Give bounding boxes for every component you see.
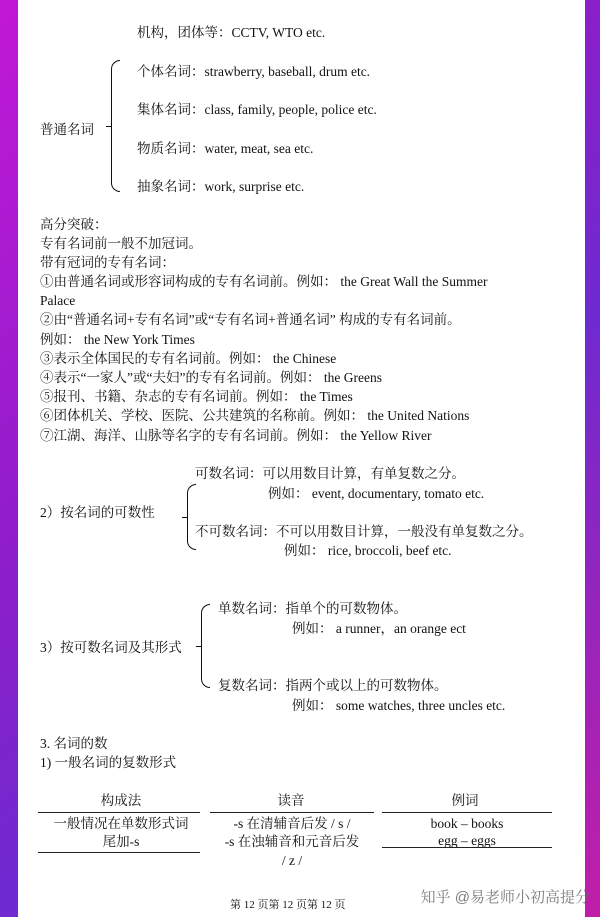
section-heading: 3. 名词的数: [40, 736, 108, 751]
table-cell: book – books: [430, 816, 504, 831]
singular-def: 单数名词：指单个的可数物体。: [218, 601, 407, 616]
singular-example: 例如： a runner，an orange ect: [292, 621, 466, 636]
tips-line: ④表示“一家人”或“夫妇”的专有名词前。例如： the Greens: [40, 370, 382, 385]
document-page: [18, 0, 585, 917]
tips-line: ⑤报刊、书籍、杂志的专有名词前。例如： the Times: [40, 389, 353, 404]
forms-label: 3）按可数名词及其形式: [40, 640, 182, 655]
table-header: 构成法: [100, 793, 142, 808]
table-rule: [210, 812, 374, 813]
tips-line: ①由普通名词或形容词构成的专有名词前。例如： the Great Wall the Summer: [40, 274, 488, 289]
common-noun-item: 集体名词：class, family, people, police etc.: [137, 102, 377, 117]
uncountable-def: 不可数名词：不可以用数目计算，一般没有单复数之分。: [195, 524, 533, 539]
common-nouns-label: 普通名词: [40, 122, 94, 137]
uncountable-example: 例如： rice, broccoli, beef etc.: [284, 543, 452, 558]
tips-line: ⑥团体机关、学校、医院、公共建筑的名称前。例如： the United Nations: [40, 408, 470, 423]
common-noun-item: 个体名词：strawberry, baseball, drum etc.: [137, 64, 371, 79]
tips-line: ②由“普通名词+专有名词”或“专有名词+普通名词” 构成的专有名词前。: [40, 312, 461, 327]
common-noun-item: 抽象名词：work, surprise etc.: [137, 179, 305, 194]
section-subheading: 1) 一般名词的复数形式: [40, 755, 177, 770]
top-line: 机构，团体等：CCTV, WTO etc.: [137, 25, 326, 40]
table-rule: [382, 847, 552, 848]
table-rule: [38, 812, 200, 813]
table-header: 读音: [277, 793, 305, 808]
tips-line: ⑦江湖、海洋、山脉等名字的专有名词前。例如： the Yellow River: [40, 428, 432, 443]
table-cell: / z /: [281, 853, 303, 868]
table-cell: -s 在浊辅音和元音后发: [224, 834, 360, 849]
countable-def: 可数名词：可以用数目计算，有单复数之分。: [195, 466, 465, 481]
table-cell: 一般情况在单数形式词: [53, 816, 189, 831]
table-cell: -s 在清辅音后发 / s /: [233, 816, 351, 831]
table-header: 例词: [451, 793, 479, 808]
tips-line: 带有冠词的专有名词：: [40, 255, 175, 270]
tips-line: Palace: [40, 293, 76, 308]
tips-line: ③表示全体国民的专有名词前。例如： the Chinese: [40, 351, 337, 366]
watermark: 知乎 @易老师小初高提分: [420, 889, 590, 906]
tips-line: 例如： the New York Times: [40, 332, 195, 347]
table-rule: [382, 812, 552, 813]
page-footer: 第 12 页第 12 页第 12 页: [230, 899, 346, 911]
table-cell: egg – eggs: [438, 833, 496, 848]
common-noun-item: 物质名词：water, meat, sea etc.: [137, 141, 314, 156]
table-cell: 尾加-s: [102, 834, 140, 849]
tips-line: 专有名词前一般不加冠词。: [40, 236, 202, 251]
tips-title: 高分突破：: [40, 217, 108, 232]
forms-brace: [201, 604, 210, 688]
common-nouns-brace: [111, 60, 120, 192]
countable-label: 2）按名词的可数性: [40, 505, 155, 520]
countable-example: 例如： event, documentary, tomato etc.: [268, 486, 485, 501]
plural-example: 例如： some watches, three uncles etc.: [292, 698, 506, 713]
table-rule: [38, 852, 200, 853]
plural-def: 复数名词：指两个或以上的可数物体。: [218, 678, 448, 693]
